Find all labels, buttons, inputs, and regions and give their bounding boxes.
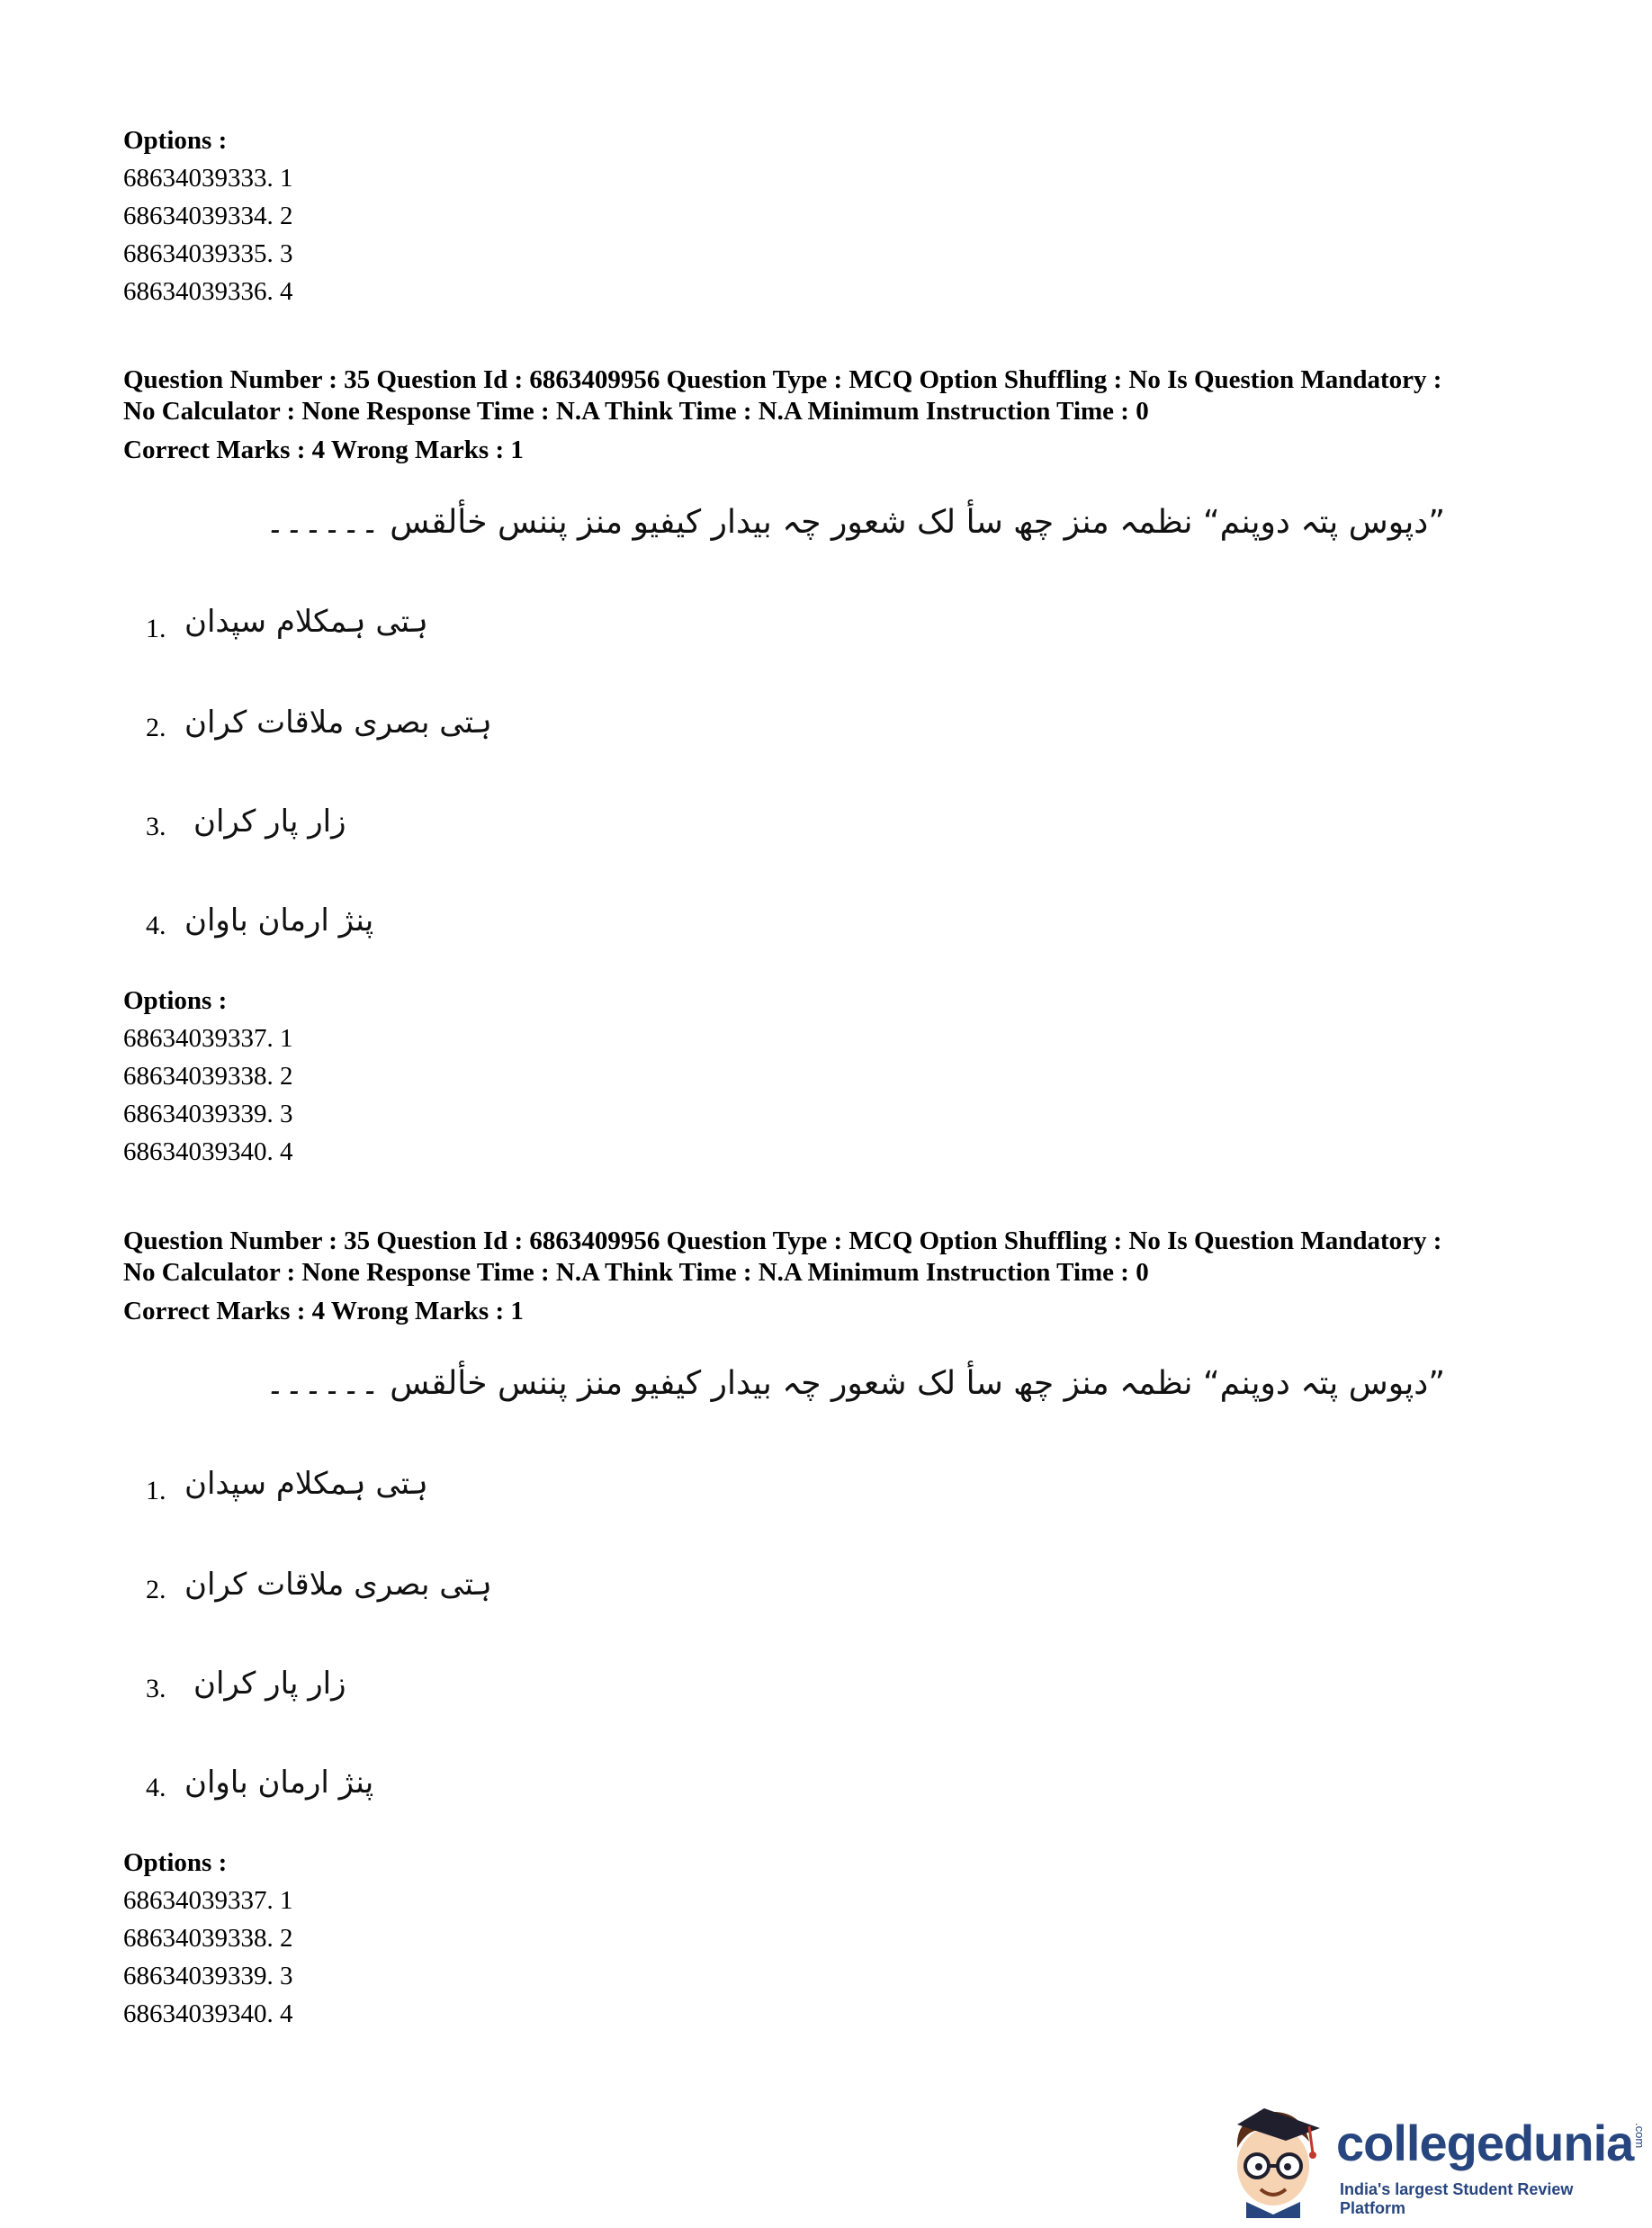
choice-number: 1. xyxy=(146,614,166,643)
choice-number: 4. xyxy=(146,911,166,940)
question-meta-line: Question Number : 35 Question Id : 6863409956 Question Type : MCQ Option Shuffling : No Is Question Mandatory : xyxy=(123,365,1442,394)
choice-text: پنژ ارمان باوان xyxy=(184,1765,374,1801)
question-text: ”دپوس پتہ دوپنم“ نظمہ منز چھ سأ لک شعور چہ بیدار کیفیو منز پننس خألقس ۔۔۔۔۔۔ xyxy=(265,1365,1445,1402)
choice-text: ہتی بصری ملاقات کران xyxy=(184,705,492,741)
choice-text: ہتی بصری ملاقات کران xyxy=(184,1567,492,1603)
option-id-line: 68634039338. 2 xyxy=(123,1062,293,1091)
option-id-line: 68634039337. 1 xyxy=(123,1886,293,1915)
choice-text: پنژ ارمان باوان xyxy=(184,903,374,939)
collegedunia-logo[interactable] xyxy=(1219,2101,1647,2218)
option-id-line: 68634039337. 1 xyxy=(123,1024,293,1053)
question-marks: Correct Marks : 4 Wrong Marks : 1 xyxy=(123,1297,524,1325)
option-id-line: 68634039340. 4 xyxy=(123,1137,293,1166)
question-marks: Correct Marks : 4 Wrong Marks : 1 xyxy=(123,436,524,464)
options-label: Options : xyxy=(123,1848,228,1877)
choice-number: 2. xyxy=(146,713,166,742)
student-mascot-icon xyxy=(1219,2101,1332,2218)
option-id-line: 68634039339. 3 xyxy=(123,1962,293,1990)
option-id-line: 68634039339. 3 xyxy=(123,1100,293,1128)
choice-number: 1. xyxy=(146,1476,166,1505)
choice-number: 4. xyxy=(146,1773,166,1802)
question-meta-line: No Calculator : None Response Time : N.A Think Time : N.A Minimum Instruction Time : 0 xyxy=(123,1258,1149,1287)
logo-tagline: India's largest Student Review Platform xyxy=(1340,2180,1574,2217)
option-id-line: 68634039336. 4 xyxy=(123,277,293,306)
option-id-line: 68634039333. 1 xyxy=(123,164,293,193)
choice-text: ہتی ہمکلام سپدان xyxy=(184,604,428,640)
choice-text: زار پار کران xyxy=(193,1666,346,1702)
choice-text: زار پار کران xyxy=(193,804,346,840)
logo-suffix: .com xyxy=(1633,2123,1647,2149)
question-text: ”دپوس پتہ دوپنم“ نظمہ منز چھ سأ لک شعور چہ بیدار کیفیو منز پننس خألقس ۔۔۔۔۔۔ xyxy=(265,504,1445,541)
logo-wordmark: collegedunia xyxy=(1336,2115,1634,2171)
choice-number: 2. xyxy=(146,1575,166,1604)
options-label: Options : xyxy=(123,126,228,155)
question-meta-line: Question Number : 35 Question Id : 6863409956 Question Type : MCQ Option Shuffling : No Is Question Mandatory : xyxy=(123,1226,1442,1255)
options-label: Options : xyxy=(123,986,228,1015)
option-id-line: 68634039338. 2 xyxy=(123,1924,293,1953)
choice-number: 3. xyxy=(146,812,166,841)
question-meta-line: No Calculator : None Response Time : N.A Think Time : N.A Minimum Instruction Time : 0 xyxy=(123,397,1149,426)
choice-text: ہتی ہمکلام سپدان xyxy=(184,1466,428,1502)
option-id-line: 68634039334. 2 xyxy=(123,202,293,230)
choice-number: 3. xyxy=(146,1674,166,1703)
option-id-line: 68634039340. 4 xyxy=(123,1999,293,2028)
option-id-line: 68634039335. 3 xyxy=(123,239,293,268)
